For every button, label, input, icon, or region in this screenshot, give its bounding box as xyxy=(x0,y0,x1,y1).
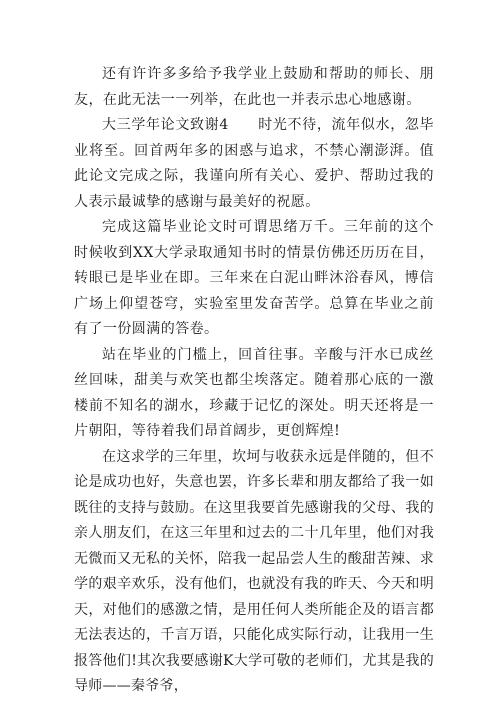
paragraph-graduation-threshold: 站在毕业的门槛上，回首往事。辛酸与汗水已成丝丝回味，甜美与欢笑也都尘埃落定。随着那心底的一激楼前不知名的湖水，珍藏于记忆的深处。明天还将是一片朝阳，等待着我们昂首阔步，更创辉煌! xyxy=(74,346,434,439)
paragraph-section-heading-intro: 大三学年论文致谢4 时光不待，流年似水，忽毕业将至。回首两年多的困惑与追求，不禁心潮澎湃。值此论文完成之际，我谨向所有关心、爱护、帮助过我的人表示最诚挚的感谢与最美好的祝愿。 xyxy=(74,117,434,210)
paragraph-thesis-reflection: 完成这篇毕业论文时可谓思绪万千。三年前的这个时候收到XX大学录取通知书时的情景仿佛还历历在目，转眼已是毕业在即。三年来在白泥山畔沐浴春风，博信广场上仰望苍穹，实验室里发奋苦学。总算在毕业之前有了一份圆满的答卷。 xyxy=(74,219,434,337)
paragraph-thanks-teachers: 还有许许多多给予我学业上鼓励和帮助的师长、朋友，在此无法一一列举，在此也一并表示忠心地感谢。 xyxy=(74,66,434,108)
paragraph-thanks-family: 在这求学的三年里，坎坷与收获永远是伴随的，但不论是成功也好，失意也罢，许多长辈和朋友都给了我一如既往的支持与鼓励。在这里我要首先感谢我的父母、我的亲人朋友们，在这三年里和过去的二十几年里，他们对我无微而又无私的关怀，陪我一起品尝人生的酸甜苦辣、求学的艰辛欢乐，没有他们，也就没有我的昨天、今天和明天，对他们的感激之情，是用任何人类所能企及的语言都无法表达的，千言万语，只能化成实际行动，让我用一生报答他们!其次我要感谢K大学可敬的老师们，尤其是我的导师——秦爷爷， xyxy=(74,448,434,694)
document-body xyxy=(74,62,434,700)
